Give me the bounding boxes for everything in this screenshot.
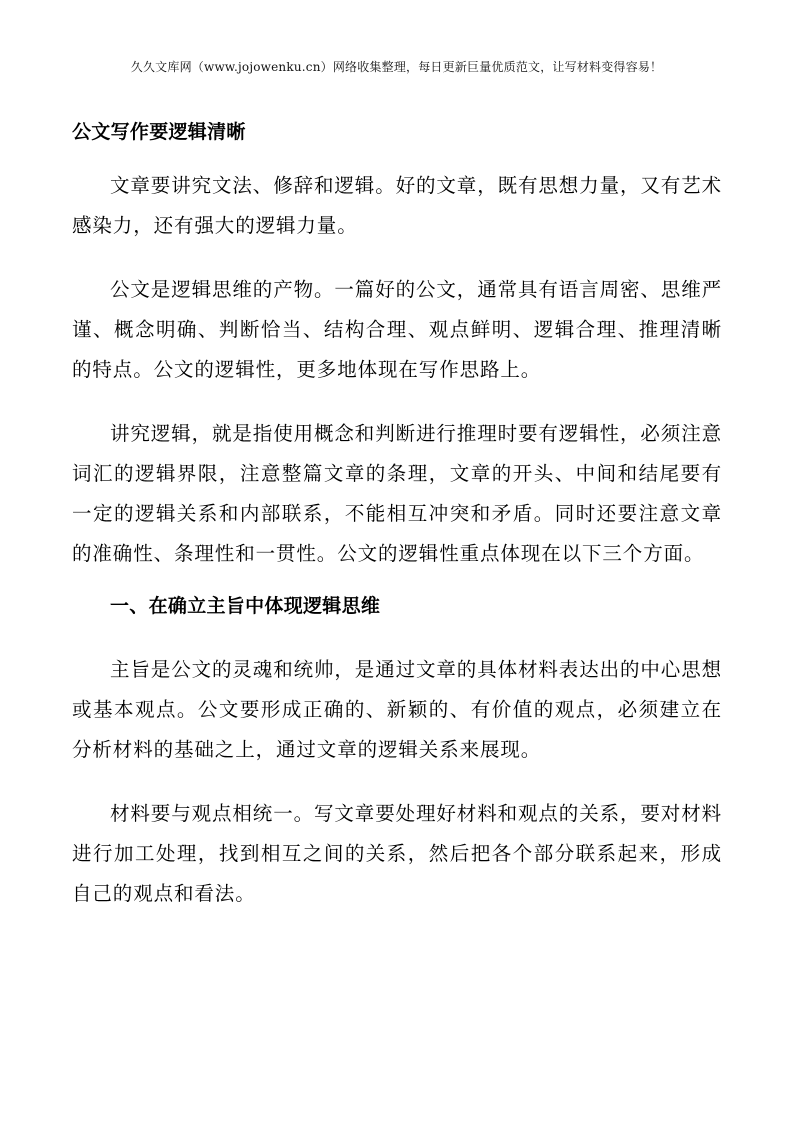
paragraph-logic-requirements: 讲究逻辑，就是指使用概念和判断进行推理时要有逻辑性，必须注意词汇的逻辑界限，注意整篇文章的条理，文章的开头、中间和结尾要有一定的逻辑关系和内部联系，不能相互冲突和矛盾。同时还要注意文章的准确性、条理性和一贯性。公文的逻辑性重点体现在以下三个方面。 [72, 422, 723, 565]
document-title: 公文写作要逻辑清晰 [72, 121, 246, 143]
paragraph-intro: 文章要讲究文法、修辞和逻辑。好的文章，既有思想力量，又有艺术感染力，还有强大的逻辑力量。 [72, 174, 723, 237]
document-body [72, 118, 722, 914]
paragraph-main-idea: 主旨是公文的灵魂和统帅，是通过文章的具体材料表达出的中心思想或基本观点。公文要形成正确的、新颖的、有价值的观点，必须建立在分析材料的基础之上，通过文章的逻辑关系来展现。 [72, 658, 723, 761]
section-heading: 一、在确立主旨中体现逻辑思维 [110, 595, 381, 617]
site-header-note: 久久文库网（www.jojowenku.cn）网络收集整理，每日更新巨量优质范文，让写材料变得容易！ [130, 60, 663, 74]
paragraph-materials-viewpoints: 材料要与观点相统一。写文章要处理好材料和观点的关系，要对材料进行加工处理，找到相互之间的关系，然后把各个部分联系起来，形成自己的观点和看法。 [72, 802, 723, 905]
paragraph-logic-product: 公文是逻辑思维的产物。一篇好的公文，通常具有语言周密、思维严谨、概念明确、判断恰当、结构合理、观点鲜明、逻辑合理、推理清晰的特点。公文的逻辑性，更多地体现在写作思路上。 [72, 278, 723, 381]
